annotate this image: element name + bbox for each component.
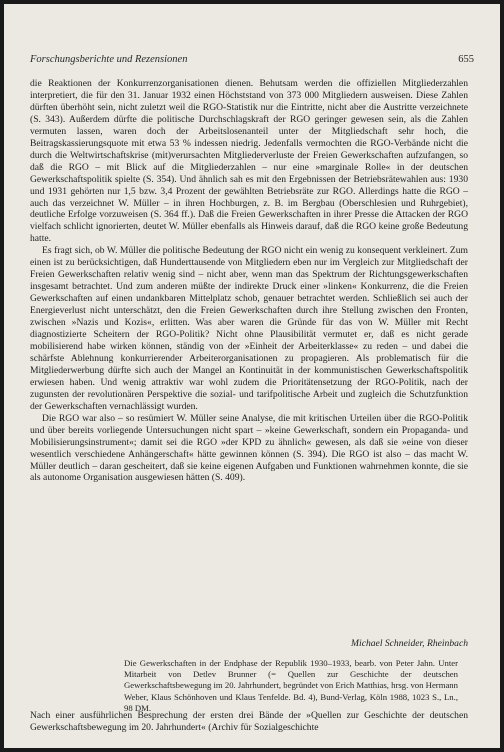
paragraph-2: Es fragt sich, ob W. Müller die politische Bedeutung der RGO nicht ein wenig zu konsequent verkleinert. Zum einen ist zu berücksichtigen, daß Hunderttausende von Mitgliedern eben nur im Vergleich zur Mitgliedschaft der Freien Gewerkschaften relativ wenig sind – nicht aber, wenn man das Spektrum der Richtungsgewerkschaften insgesamt betrachtet. Und zum anderen müßte der indirekte Druck einer »linken« Konkurrenz, die die Freien Gewerkschaften auf einen undankbaren Mittelplatz schob, genauer betrachtet werden. Schließlich sei auch der Energieverlust nicht unterschätzt, den die Freien Gewerkschaften durch ihre Stellung zwischen den Fronten, zwischen »Nazis und Kozis«, erlitten. Was aber waren die Gründe für das von W. Müller mit Recht diagnostizierte Scheitern der RGO-Politik? Nicht ohne Plausibilität vermutet er, daß es nicht gerade mobilisierend habe wirken können, ständig von der »Einheit der Arbeiterklasse« zu reden – und dabei die schärfste Ablehnung konkurrierender Arbeiterorganisationen zu propagieren. Als problematisch für die Mitgliederwerbung dürfte sich auch der Mangel an Kontinuität in der kommunistischen Gewerkschaftspolitik erwiesen haben. Und wenig attraktiv war wohl zudem die Prioritätensetzung der RGO-Politik, nach der zugunsten der revolutionären Perspektive die sozial- und tarifpolitische Arbeit und zugleich die Schutzfunktion der Gewerkschaften vernachlässigt wurden. [30,245,468,412]
next-review-text: Nach einer ausführlichen Besprechung der ersten drei Bände der »Quellen zur Geschichte der deutschen Gewerkschaftsbewegung im 20. Jahrhundert« (Archiv für Sozialgeschichte [30,710,468,733]
review-body [30,78,468,484]
reviewer-signature: Michael Schneider, Rheinbach [351,638,468,649]
page-sheet [4,4,500,748]
paragraph-3: Die RGO war also – so resümiert W. Müller seine Analyse, die mit kritischen Urteilen über die RGO-Politik und über bereits vorliegende Untersuchungen nicht spart – »keine Gewerkschaft, sondern ein Propaganda- und Mobilisierungsinstrument«; damit sei die RGO »der KPD zu ähnlich« gewesen, als daß sie »eine von dieser wesentlich verschiedene Anhängerschaft« hätte gewinnen können (S. 394). Die RGO ist also – das macht W. Müller deutlich – daran gescheitert, daß sie keine eigenen Aufgaben und Funktionen wahrnehmen konnte, die sie als autonome Organisation ausgewiesen hätten (S. 409). [30,412,468,484]
running-header [30,54,474,65]
paragraph-1: die Reaktionen der Konkurrenzorganisationen dienen. Behutsam werden die offiziellen Mitgliederzahlen interpretiert, die für den 31. Januar 1932 einen Höchststand von 373 000 Mitgliedern ausweisen. Diese Zahlen dürften überhöht sein, nicht zuletzt weil die RGO-Statistik nur die Eintritte, nicht aber die Austritte verzeichnete (S. 343). Außerdem dürfte die politische Durchschlagskraft der RGO geringer gewesen sein, als die Zahlen vermuten lassen, waren doch der Arbeitslosenanteil unter der Mitgliedschaft sehr hoch, die Beitragskassierungsquote mit etwa 53 % indessen niedrig. Jedenfalls vermochten die RGO-Verbände nicht die durch die Weltwirtschaftskrise (mit)verursachten Mitgliederverluste der Freien Gewerkschaften aufzufangen, so daß die RGO – mit Blick auf die Mitgliederzahlen – nur eine »marginale Rolle« in der deutschen Gewerkschaftspolitik spielte (S. 354). Und ähnlich sah es mit den Ergebnissen der Betriebsrätewahlen aus: 1930 und 1931 gehörten nur 1,5 bzw. 3,4 Prozent der gewählten Betriebsräte zur RGO. Allerdings hatte die RGO – auch das verzeichnet W. Müller – in ihren Hochburgen, z. B. im Bergbau (Oberschlesien und Ruhrgebiet), deutliche Erfolge vorzuweisen (S. 364 ff.). Daß die Freien Gewerkschaften in ihrer Presse die Attacken der RGO vielfach schlicht ignorierten, deutet W. Müller ebenfalls als Hinweis darauf, daß die RGO keine große Bedeutung hatte. [30,78,468,245]
page-number: 655 [458,54,474,65]
journal-section-title: Forschungsberichte und Rezensionen [30,54,188,65]
book-citation: Die Gewerkschaften in der Endphase der Republik 1930–1933, bearb. von Peter Jahn. Unter Mitarbeit von Detlev Brunner (= Quellen zur Geschichte der deutschen Gewerkschaftsbewegung im 20. Jahrhundert, begründet von Erich Matthias, hrsg. von Hermann Weber, Klaus Schönhoven und Klaus Tenfelde. Bd. 4), Bund-Verlag, Köln 1988, 1023 S., Ln., 98 DM. [124,658,458,713]
